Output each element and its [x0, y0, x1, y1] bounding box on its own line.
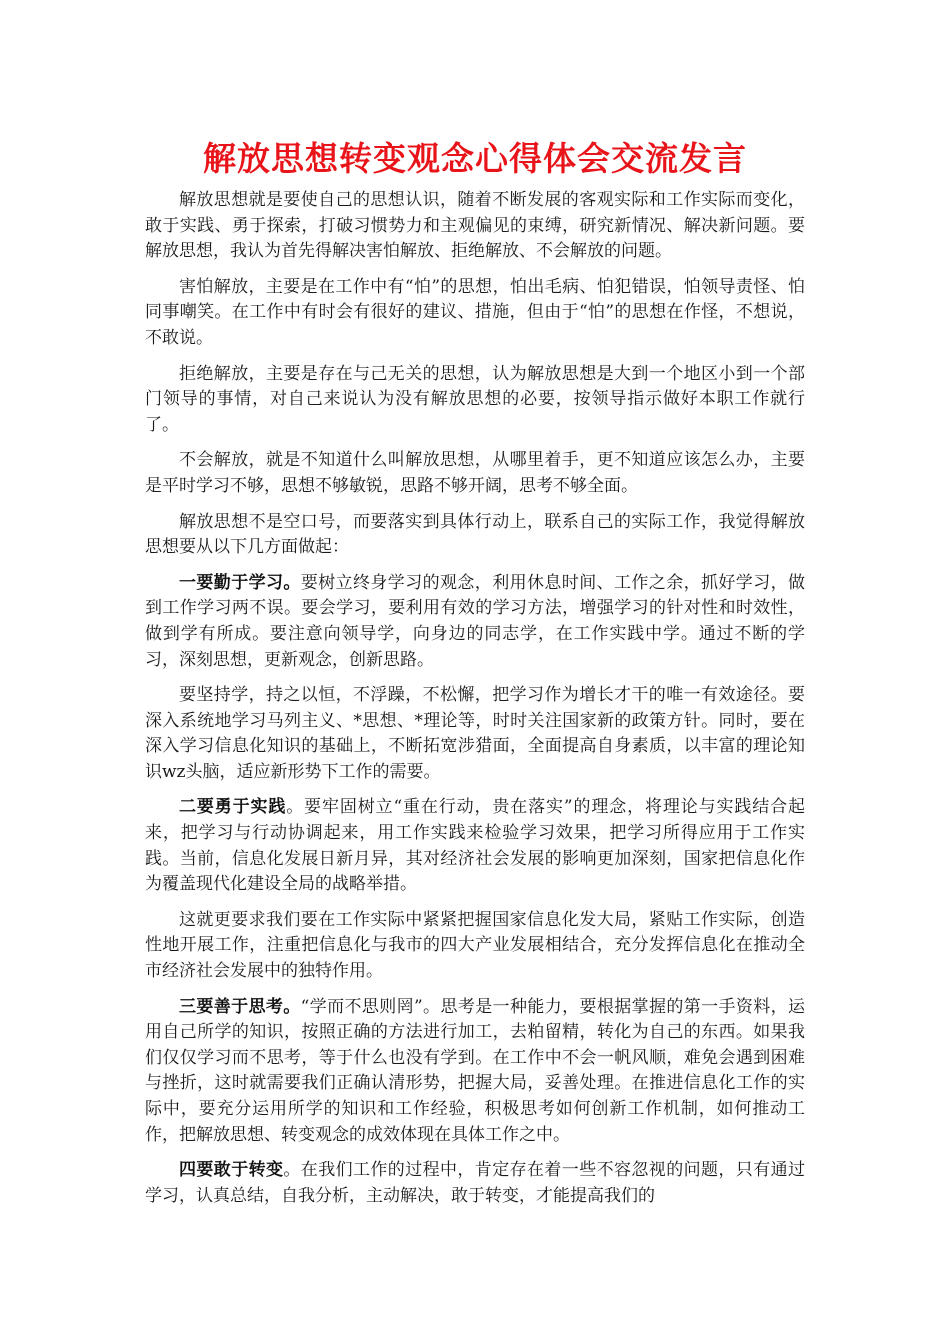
- paragraph: [145, 448, 805, 499]
- paragraph-lead: 二要勇于实践: [179, 797, 287, 818]
- paragraph-text: 害怕解放，主要是在工作中有“怕”的思想，怕出毛病、怕犯错误，怕领导责怪、怕同事嘲笑。在工作中有时会有很好的建议、措施，但由于“怕”的思想在作怪，不想说，不敢说。: [145, 276, 805, 348]
- paragraph-text: 。要牢固树立“重在行动，贵在落实”的理念，将理论与实践结合起来，把学习与行动协调起来，用工作实践来检验学习效果，把学习所得应用于工作实践。当前，信息化发展日新月异，其对经济社会发展的影响更加深刻，国家把信息化作为覆盖现代化建设全局的战略举措。: [145, 797, 805, 895]
- paragraph: [145, 795, 805, 897]
- document-body: [145, 188, 805, 1219]
- paragraph-text: 拒绝解放，主要是存在与己无关的思想，认为解放思想是大到一个地区小到一个部门领导的事情，对自己来说认为没有解放思想的必要，按领导指示做好本职工作就行了。: [145, 363, 805, 435]
- paragraph-text: 解放思想不是空口号，而要落实到具体行动上，联系自己的实际工作，我觉得解放思想要从以下几方面做起：: [145, 511, 805, 558]
- document-title: 解放思想转变观念心得体会交流发言: [203, 139, 747, 178]
- paragraph-text: 不会解放，就是不知道什么叫解放思想，从哪里着手，更不知道应该怎么办，主要是平时学习不够，思想不够敏锐，思路不够开阔，思考不够全面。: [145, 450, 805, 496]
- paragraph: [145, 275, 805, 352]
- paragraph-text: 这就更要求我们要在工作实际中紧紧把握国家信息化发大局，紧贴工作实际，创造性地开展工作，注重把信息化与我市的四大产业发展相结合，充分发挥信息化在推动全市经济社会发展中的独特作用。: [145, 909, 805, 982]
- paragraph-text: 要坚持学，持之以恒，不浮躁，不松懈，把学习作为增长才干的唯一有效途径。要深入系统地学习马列主义、*思想、*理论等，时时关注国家新的政策方针。同时，要在深入学习信息化知识的基础上，不断拓宽涉猎面，全面提高自身素质，以丰富的理论知识wz头脑，适应新形势下工作的需要。: [145, 685, 805, 782]
- paragraph: [145, 188, 805, 265]
- paragraph: [145, 995, 805, 1149]
- paragraph-lead: 一要勤于学习。: [179, 572, 301, 593]
- paragraph-text: 。在我们工作的过程中，肯定存在着一些不容忽视的问题，只有通过学习，认真总结，自我分析，主动解决，敢于转变，才能提高我们的: [145, 1160, 806, 1206]
- paragraph: [145, 510, 805, 561]
- paragraph-text: 要树立终身学习的观念，利用休息时间、工作之余，抓好学习，做到工作学习两不误。要会学习，要利用有效的学习方法，增强学习的针对性和时效性，做到学有所成。要注意向领导学，向身边的同志学，在工作实践中学。通过不断的学习，深刻思想，更新观念，创新思路。: [145, 572, 806, 670]
- paragraph-text: 解放思想就是要使自己的思想认识，随着不断发展的客观实际和工作实际而变化，敢于实践、勇于探索，打破习惯势力和主观偏见的束缚，研究新情况、解决新问题。要解放思想，我认为首先得解决害怕解放、拒绝解放、不会解放的问题。: [145, 190, 805, 262]
- paragraph-text: “学而不思则罔”。思考是一种能力，要根据掌握的第一手资料，运用自己所学的知识，按照正确的方法进行加工，去粕留精，转化为自己的东西。如果我们仅仅学习而不思考，等于什么也没有学到。在工作中不会一帆风顺，难免会遇到困难与挫折，这时就需要我们正确认清形势，把握大局，妥善处理。在推进信息化工作的实际中，要充分运用所学的知识和工作经验，积极思考如何创新工作机制，如何推动工作，把解放思想、转变观念的成效体现在具体工作之中。: [145, 996, 805, 1145]
- paragraph: [145, 571, 805, 673]
- paragraph: [145, 362, 805, 439]
- paragraph-lead: 四要敢于转变: [179, 1160, 284, 1181]
- paragraph: [145, 908, 805, 985]
- paragraph-lead: 三要善于思考。: [179, 996, 301, 1017]
- paragraph: [145, 683, 805, 785]
- paragraph: [145, 1158, 805, 1209]
